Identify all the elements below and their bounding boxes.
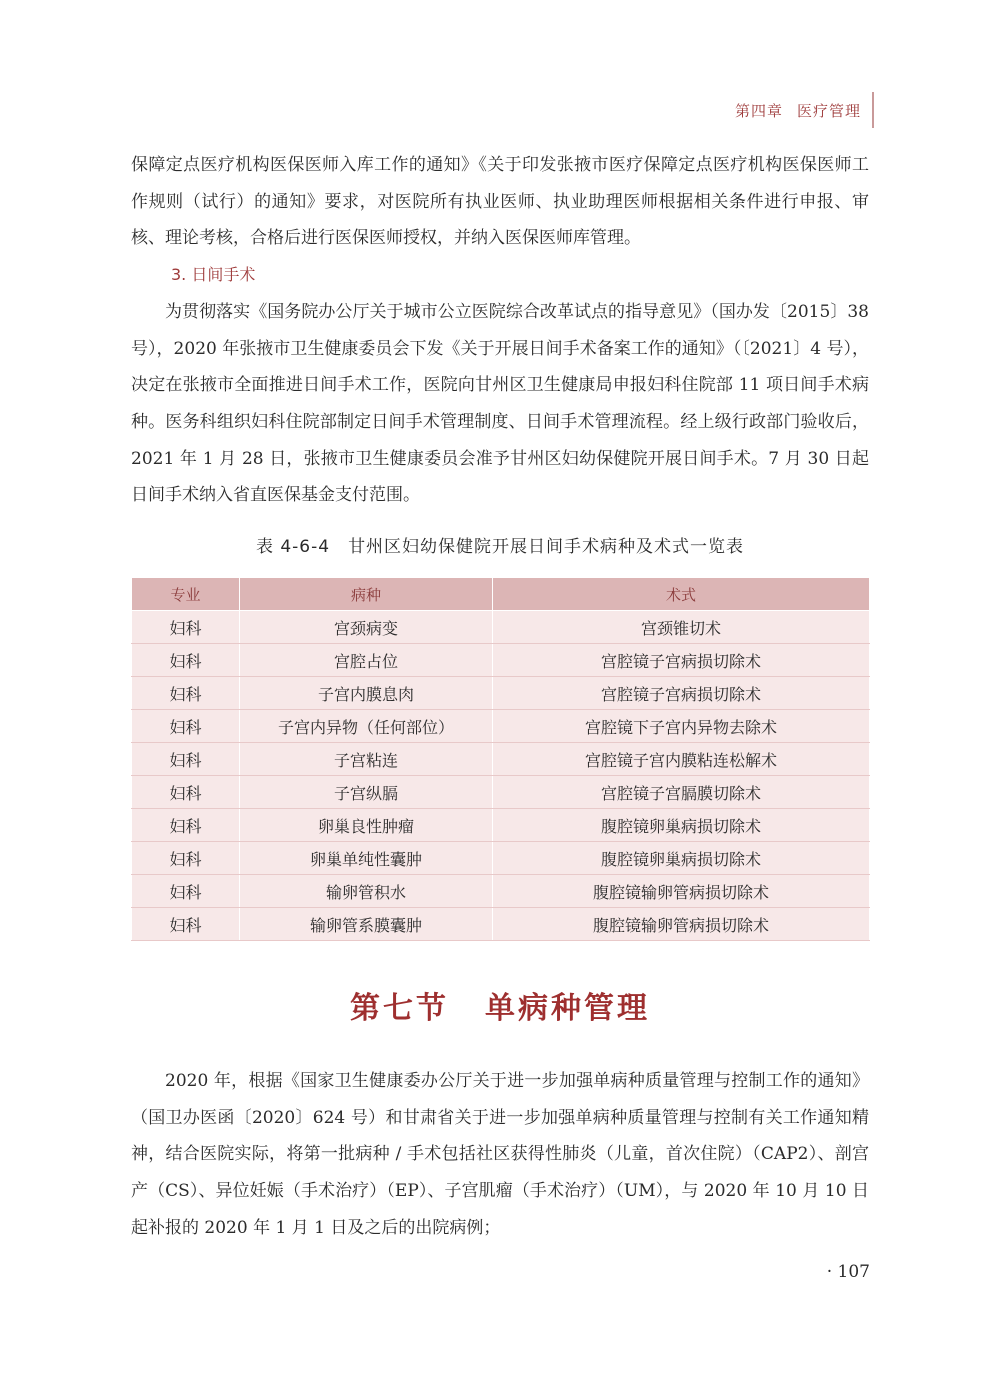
table-row xyxy=(132,842,870,875)
page-number: · 107 xyxy=(826,1262,870,1282)
table-title: 甘州区妇幼保健院开展日间手术病种及术式一览表 xyxy=(348,537,745,558)
cell-disease: 宫腔占位 xyxy=(240,644,493,677)
paragraph-1: 保障定点医疗机构医保医师入库工作的通知》《关于印发张掖市医疗保障定点医疗机构医保医师工作规则（试行）的通知》要求，对医院所有执业医师、执业助理医师根据相关条件进行申报、审核、理论考核，合格后进行医保医师授权，并纳入医保医师库管理。 xyxy=(131,155,869,249)
table-row xyxy=(132,875,870,908)
cell-procedure: 腹腔镜卵巢病损切除术 xyxy=(493,842,870,875)
table-row xyxy=(132,743,870,776)
table-row xyxy=(132,611,870,644)
cell-procedure: 宫颈锥切术 xyxy=(493,611,870,644)
chapter-label: 第四章 xyxy=(734,102,783,120)
chapter-title: 医疗管理 xyxy=(796,102,861,120)
cell-disease: 卵巢良性肿瘤 xyxy=(240,809,493,842)
cell-procedure: 宫腔镜下子宫内异物去除术 xyxy=(493,710,870,743)
table-row xyxy=(132,908,870,941)
cell-specialty: 妇科 xyxy=(132,677,240,710)
cell-disease: 子宫内异物（任何部位） xyxy=(240,710,493,743)
header-disease: 病种 xyxy=(240,578,493,611)
cell-specialty: 妇科 xyxy=(132,776,240,809)
table-row xyxy=(132,776,870,809)
cell-disease: 卵巢单纯性囊肿 xyxy=(240,842,493,875)
paragraph-2: 为贯彻落实《国务院办公厅关于城市公立医院综合改革试点的指导意见》（国办发〔2015〕38 号），2020 年张掖市卫生健康委员会下发《关于开展日间手术备案工作的通知》（〔2021〕4 号），决定在张掖市全面推进日间手术工作，医院向甘州区卫生健康局申报妇科住院部 11 项日间手术病种。医务科组织妇科住院部制定日间手术管理制度、日间手术管理流程。经上级行政部门验收后，2021 年 1 月 28 日，张掖市卫生健康委员会准予甘州区妇幼保健院开展日间手术。7 月 30 日起日间手术纳入省直医保基金支付范围。 xyxy=(131,301,869,506)
cell-procedure: 腹腔镜卵巢病损切除术 xyxy=(493,809,870,842)
cell-disease: 子宫纵膈 xyxy=(240,776,493,809)
cell-specialty: 妇科 xyxy=(132,743,240,776)
cell-specialty: 妇科 xyxy=(132,809,240,842)
table-row xyxy=(132,809,870,842)
cell-specialty: 妇科 xyxy=(132,908,240,941)
paragraph-3: 2020 年，根据《国家卫生健康委办公厅关于进一步加强单病种质量管理与控制工作的通知》（国卫办医函〔2020〕624 号）和甘肃省关于进一步加强单病种质量管理与控制有关工作通知精神，结合医院实际，将第一批病种 / 手术包括社区获得性肺炎（儿童，首次住院）（CAP2）、剖宫产（CS）、异位妊娠（手术治疗）（EP）、子宫肌瘤（手术治疗）（UM），与 2020 年 10 月 10 日起补报的 2020 年 1 月 1 日及之后的出院病例； xyxy=(131,1071,869,1238)
header-procedure: 术式 xyxy=(493,578,870,611)
section-title: 单病种管理 xyxy=(485,991,650,1027)
table-row xyxy=(132,644,870,677)
cell-disease: 输卵管系膜囊肿 xyxy=(240,908,493,941)
subheading-day-surgery: 3. 日间手术 xyxy=(171,265,256,285)
table-caption xyxy=(131,532,869,557)
day-surgery-table xyxy=(131,577,870,941)
cell-specialty: 妇科 xyxy=(132,710,240,743)
table-row xyxy=(132,677,870,710)
section-number: 第七节 xyxy=(350,991,449,1027)
cell-disease: 子宫内膜息肉 xyxy=(240,677,493,710)
cell-procedure: 宫腔镜子宫病损切除术 xyxy=(493,677,870,710)
cell-procedure: 宫腔镜子宫内膜粘连松解术 xyxy=(493,743,870,776)
running-header xyxy=(735,100,861,121)
cell-specialty: 妇科 xyxy=(132,611,240,644)
page-content xyxy=(131,147,869,1247)
table-header-row xyxy=(132,578,870,611)
table-number: 表 4-6-4 xyxy=(255,537,331,558)
cell-disease: 输卵管积水 xyxy=(240,875,493,908)
header-specialty: 专业 xyxy=(132,578,240,611)
cell-disease: 子宫粘连 xyxy=(240,743,493,776)
cell-disease: 宫颈病变 xyxy=(240,611,493,644)
cell-specialty: 妇科 xyxy=(132,644,240,677)
header-divider xyxy=(872,92,874,128)
section-heading xyxy=(131,983,869,1027)
cell-specialty: 妇科 xyxy=(132,842,240,875)
table-row xyxy=(132,710,870,743)
cell-specialty: 妇科 xyxy=(132,875,240,908)
cell-procedure: 腹腔镜输卵管病损切除术 xyxy=(493,908,870,941)
cell-procedure: 宫腔镜子宫膈膜切除术 xyxy=(493,776,870,809)
cell-procedure: 宫腔镜子宫病损切除术 xyxy=(493,644,870,677)
cell-procedure: 腹腔镜输卵管病损切除术 xyxy=(493,875,870,908)
